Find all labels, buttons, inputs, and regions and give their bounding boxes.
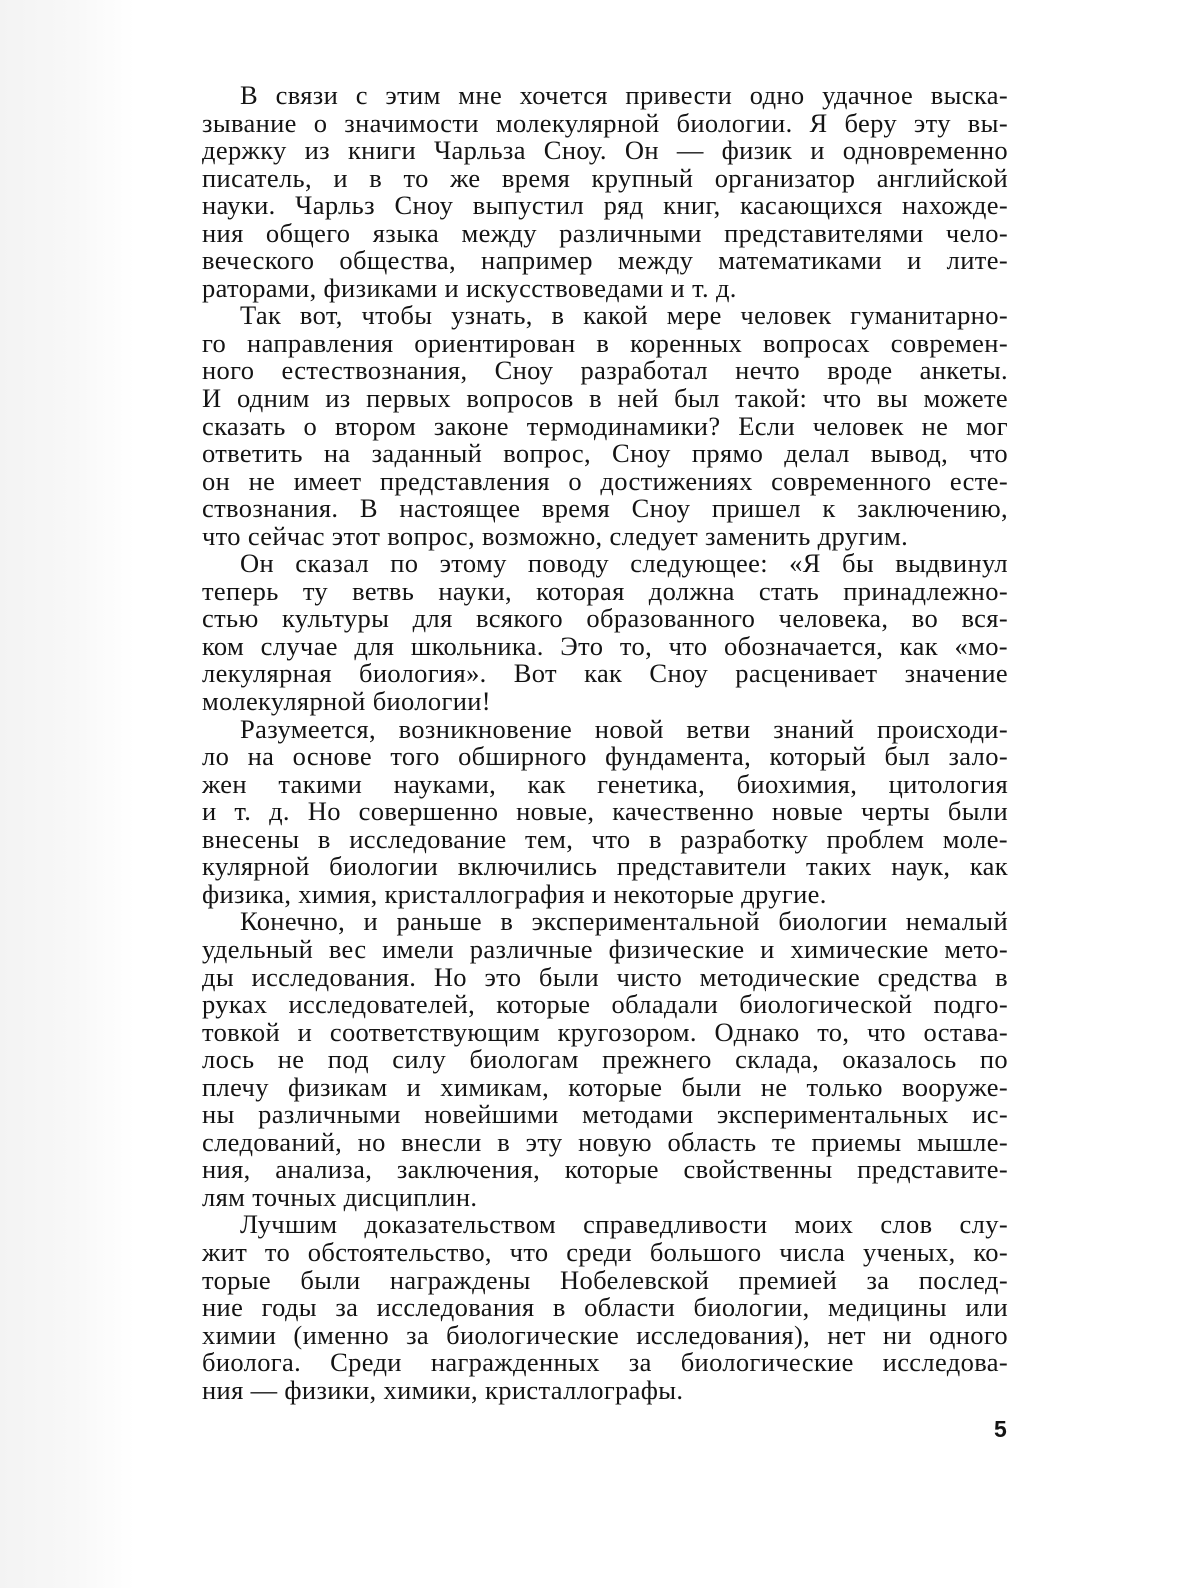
text-line: руках исследователей, которые обладали биологической подго- xyxy=(202,989,1008,1020)
text-line: жен такими науками, как генетика, биохимия, цитология xyxy=(202,768,1008,799)
text-line: писатель, и в то же время крупный организатор английской xyxy=(202,162,1008,193)
text-line: ком случае для школьника. Это то, что обозначается, как «мо- xyxy=(202,630,1008,661)
text-line: науки. Чарльз Сноу выпустил ряд книг, касающихся нахожде- xyxy=(202,190,1008,221)
text-line: Конечно, и раньше в экспериментальной биологии немалый xyxy=(240,906,1008,937)
text-line: следований, но внесли в эту новую область те приемы мышле- xyxy=(202,1126,1008,1157)
paragraph xyxy=(202,906,1008,1212)
text-line: стью культуры для всякого образованного человека, во вся- xyxy=(202,603,1008,634)
text-line: торые были награждены Нобелевской премией за послед- xyxy=(202,1264,1008,1295)
text-line: веческого общества, например между математиками и лите- xyxy=(202,245,1008,276)
text-line: внесены в исследование тем, что в разработку проблем моле- xyxy=(202,823,1008,854)
paragraph xyxy=(202,713,1008,909)
text-line: ния — физики, химики, кристаллографы. xyxy=(202,1374,684,1405)
text-line: биолога. Среди награжденных за биологические исследова- xyxy=(202,1347,1008,1378)
text-line: лось не под силу биологам прежнего склада, оказалось по xyxy=(202,1044,1008,1075)
text-line: раторами, физиками и искусствоведами и т. д. xyxy=(202,272,737,303)
body-text xyxy=(202,80,1008,1405)
text-line: химии (именно за биологические исследования), нет ни одного xyxy=(202,1319,1008,1350)
text-line: ния, анализа, заключения, которые свойственны представите- xyxy=(202,1154,1008,1185)
gutter-shadow xyxy=(0,0,135,1588)
text-line: ствознания. В настоящее время Сноу пришел к заключению, xyxy=(202,493,1008,524)
paragraph xyxy=(202,300,1008,551)
text-line: держку из книги Чарльза Сноу. Он — физик и одновременно xyxy=(202,135,1008,166)
text-line: ния общего языка между различными представителями чело- xyxy=(202,217,1008,248)
text-line: молекулярной биологии! xyxy=(202,686,491,717)
text-line: го направления ориентирован в коренных вопросах современ- xyxy=(202,327,1008,358)
text-line: ны различными новейшими методами экспериментальных ис- xyxy=(202,1099,1008,1130)
text-line: и т. д. Но совершенно новые, качественно новые черты были xyxy=(202,796,1008,827)
text-line: плечу физикам и химикам, которые были не только вооруже- xyxy=(202,1071,1008,1102)
text-line: Разумеется, возникновение новой ветви знаний происходи- xyxy=(240,713,1008,744)
text-line: теперь ту ветвь науки, которая должна стать принадлежно- xyxy=(202,575,1008,606)
text-line: ние годы за исследования в области биологии, медицины или xyxy=(202,1292,1008,1323)
text-line: ло на основе того обширного фундамента, который был зало- xyxy=(202,741,1008,772)
page-number: 5 xyxy=(994,1416,1007,1442)
text-line: ды исследования. Но это были чисто методические средства в xyxy=(202,961,1008,992)
text-line: жит то обстоятельство, что среди большого числа ученых, ко- xyxy=(202,1236,1008,1267)
text-line: В связи с этим мне хочется привести одно удачное выска- xyxy=(240,80,1008,110)
text-line: ного естествознания, Сноу разработал нечто вроде анкеты. xyxy=(202,355,1008,386)
text-line: И одним из первых вопросов в ней был такой: что вы можете xyxy=(202,383,1008,414)
text-line: ответить на заданный вопрос, Сноу прямо делал вывод, что xyxy=(202,438,1008,469)
text-line: он не имеет представления о достижениях современного есте- xyxy=(202,465,1008,496)
text-line: Лучшим доказательством справедливости моих слов слу- xyxy=(240,1209,1008,1240)
paragraph xyxy=(202,1209,1008,1405)
paragraph xyxy=(202,548,1008,717)
text-line: зывание о значимости молекулярной биологии. Я беру эту вы- xyxy=(202,107,1008,138)
text-line: кулярной биологии включились представители таких наук, как xyxy=(202,851,1008,882)
text-line: Так вот, чтобы узнать, в какой мере человек гуманитарно- xyxy=(240,300,1008,331)
text-line: товкой и соответствующим кругозором. Однако то, что остава- xyxy=(202,1016,1008,1047)
text-line: Он сказал по этому поводу следующее: «Я бы выдвинул xyxy=(240,548,1008,579)
text-line: лям точных дисциплин. xyxy=(202,1181,478,1212)
text-line: удельный вес имели различные физические и химические мето- xyxy=(202,933,1008,964)
text-line: физика, химия, кристаллография и некоторые другие. xyxy=(202,878,827,909)
text-line: что сейчас этот вопрос, возможно, следует заменить другим. xyxy=(202,520,909,551)
text-line: лекулярная биология». Вот как Сноу расценивает значение xyxy=(202,658,1008,689)
paragraph xyxy=(202,80,1008,303)
text-line: сказать о втором законе термодинамики? Если человек не мог xyxy=(202,410,1008,441)
